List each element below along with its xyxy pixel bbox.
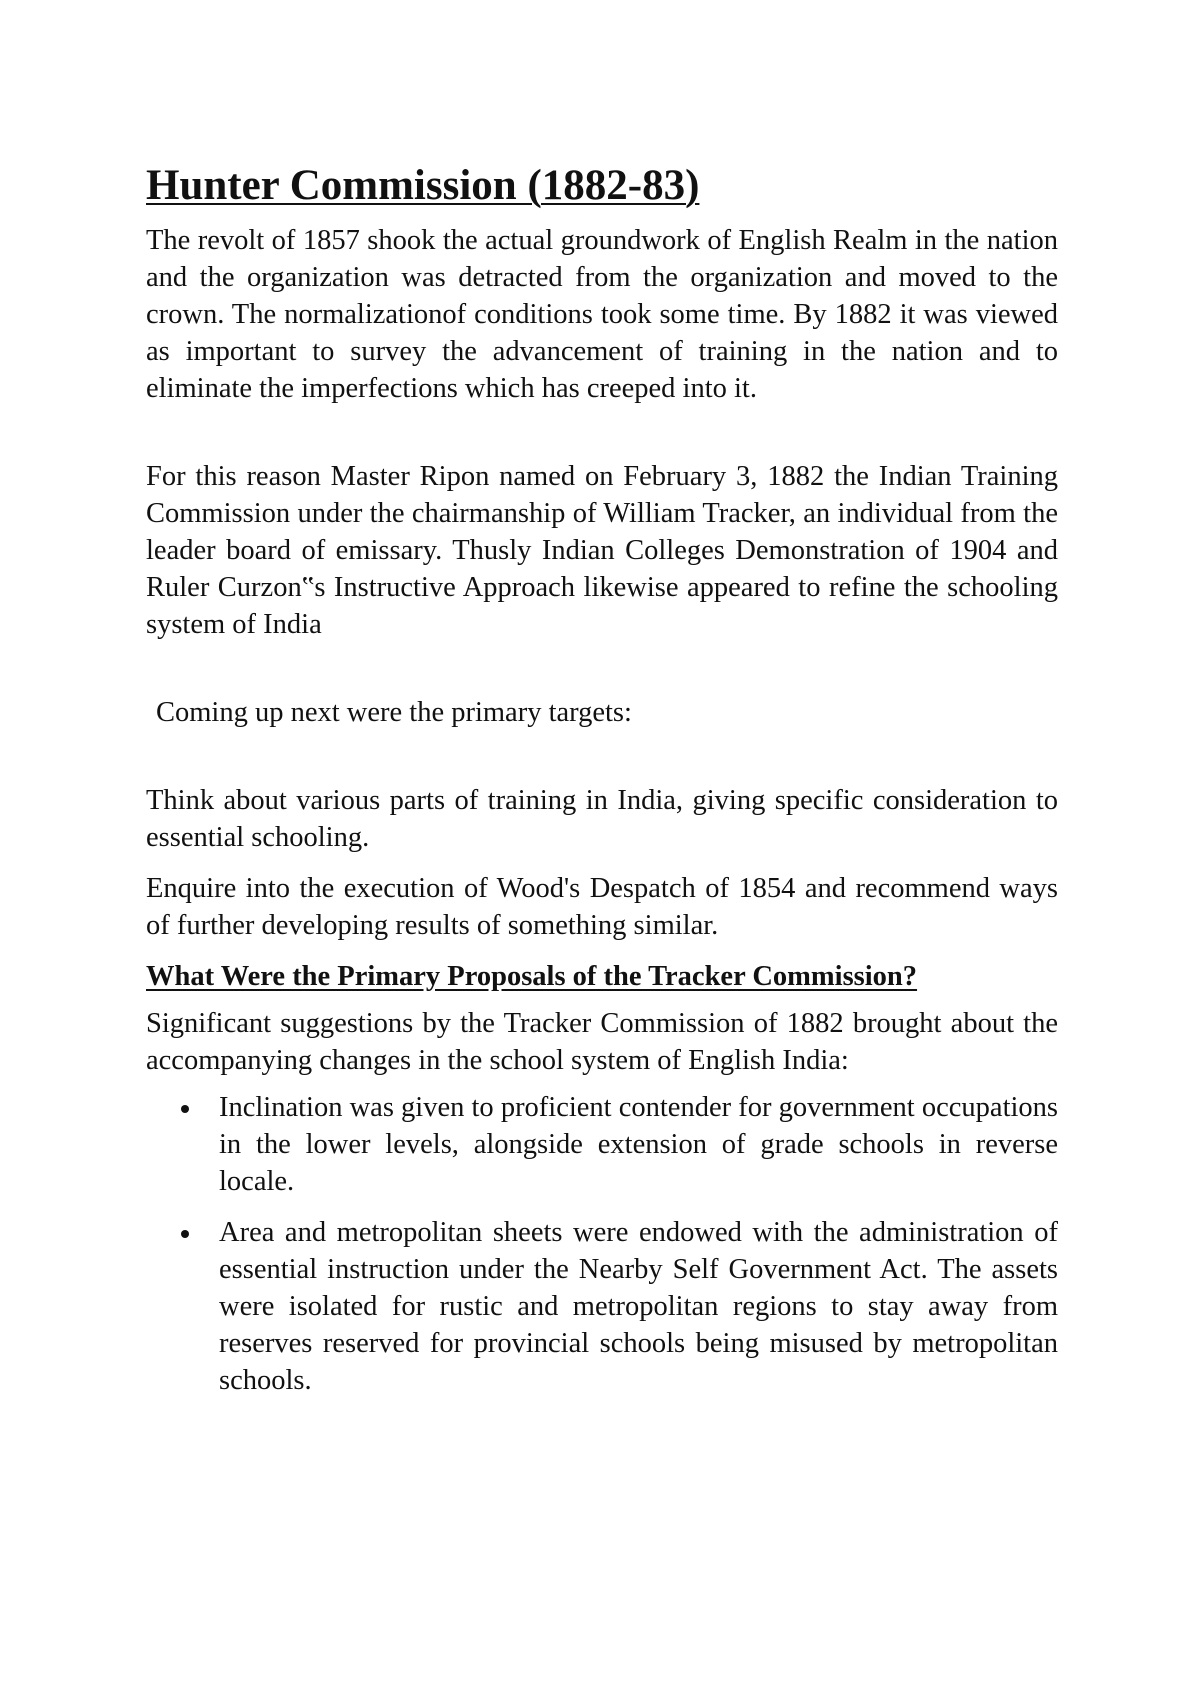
bullet-icon	[181, 1230, 189, 1238]
paragraph-target-1: Think about various parts of training in India, giving specific consideration to essential schooling.	[146, 785, 1058, 853]
paragraph-targets-intro: Coming up next were the primary targets:	[156, 697, 632, 728]
bullet-icon	[181, 1105, 189, 1113]
document-title: Hunter Commission (1882-83)	[146, 162, 700, 209]
list-item	[146, 1089, 1058, 1200]
list-item-text: Inclination was given to proficient contender for government occupations in the lower levels, alongside extension of grade schools in reverse locale.	[219, 1092, 1058, 1197]
paragraph-revolt: The revolt of 1857 shook the actual groundwork of English Realm in the nation and the organization was detracted from the organization and moved to the crown. The normalizationof conditions took some time. By 1882 it was viewed as important to survey the advancement of training in the nation and to eliminate the imperfections which has creeped into it.	[146, 225, 1058, 404]
paragraph-commission: For this reason Master Ripon named on February 3, 1882 the Indian Training Commission under the chairmanship of William Tracker, an individual from the leader board of emissary. Thusly Indian Colleges Demonstration of 1904 and Ruler Curzon‟s Instructive Approach likewise appeared to refine the schooling system of India	[146, 461, 1058, 640]
document-page	[146, 160, 1058, 1413]
list-item	[146, 1214, 1058, 1399]
section-subheading: What Were the Primary Proposals of the Tracker Commission?	[146, 961, 918, 992]
list-item-text: Area and metropolitan sheets were endowed with the administration of essential instruction under the Nearby Self Government Act. The assets were isolated for rustic and metropolitan regions to stay away from reserves reserved for provincial schools being misused by metropolitan schools.	[219, 1217, 1058, 1396]
proposals-list	[146, 1089, 1058, 1399]
paragraph-target-2: Enquire into the execution of Wood's Despatch of 1854 and recommend ways of further developing results of something similar.	[146, 873, 1058, 941]
paragraph-proposals-intro: Significant suggestions by the Tracker Commission of 1882 brought about the accompanying changes in the school system of English India:	[146, 1008, 1058, 1076]
